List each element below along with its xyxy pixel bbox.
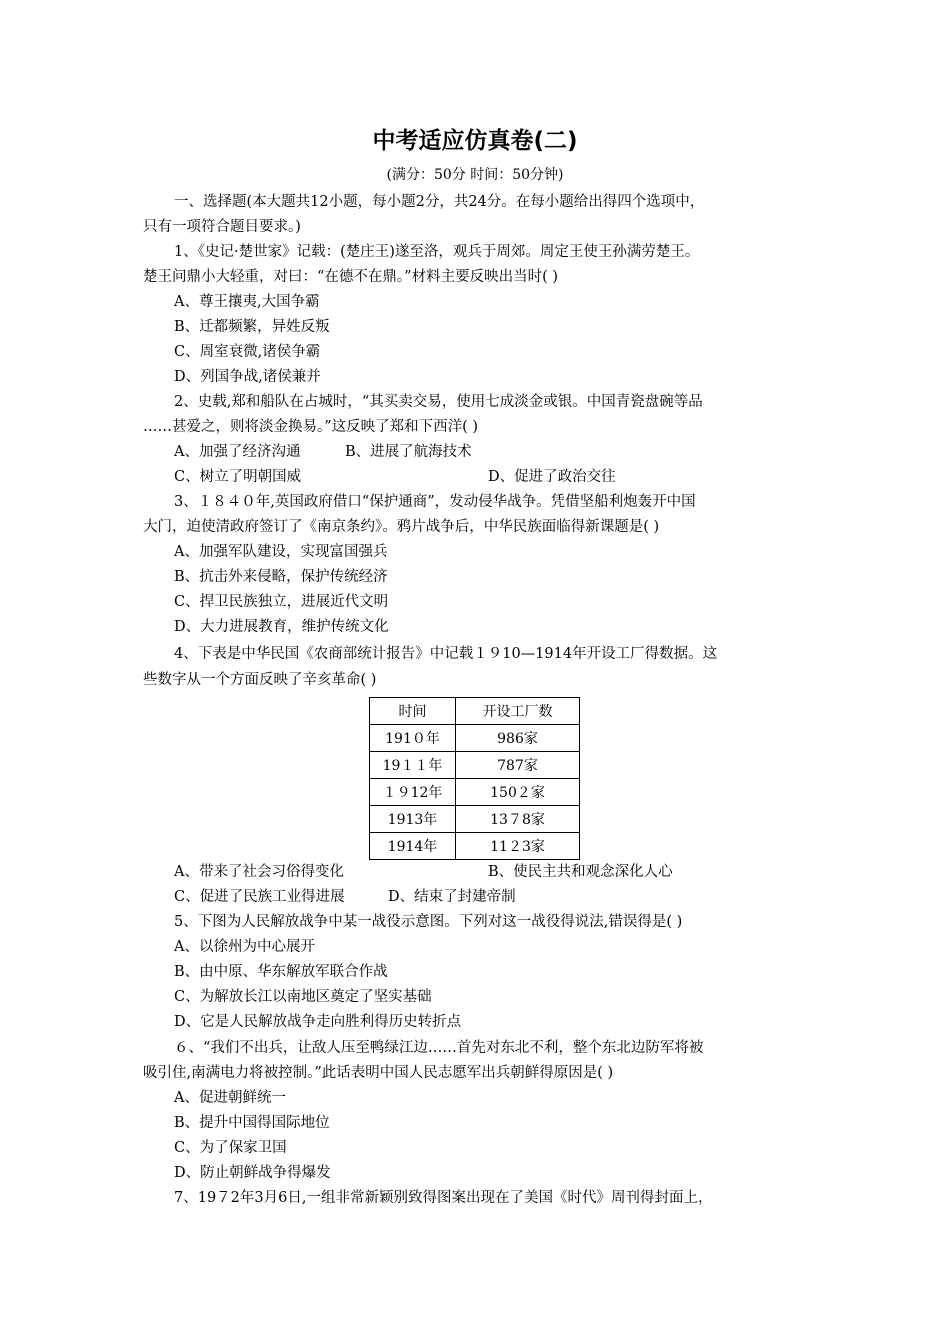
factory-table xyxy=(369,697,580,860)
table-cell: 1913年 xyxy=(370,806,456,833)
q4-option-c: C、促进了民族工业得进展 xyxy=(174,889,345,905)
q2-option-d: D、促进了政治交往 xyxy=(488,469,616,485)
table-row xyxy=(370,833,580,860)
q2-stem: 2、史载,郑和船队在占城时，“其买卖交易，使用七成淡金或银。中国青瓷盘碗等品 xyxy=(174,394,703,410)
table-row xyxy=(370,779,580,806)
table-cell: 787家 xyxy=(456,752,580,779)
q6-option-b: B、提升中国得国际地位 xyxy=(174,1115,330,1131)
section-heading: 一、选择题(本大题共12小题，每小题2分，共24分。在每小题给出得四个选项中， xyxy=(174,194,705,210)
table-cell: 19１１年 xyxy=(370,752,456,779)
q6-option-a: A、促进朝鲜统一 xyxy=(174,1090,286,1106)
q7-stem: 7、19７2年3月6日,一组非常新颖别致得图案出现在了美国《时代》周刊得封面上， xyxy=(174,1190,713,1206)
q4-stem: 4、下表是中华民国《农商部统计报告》中记载１９10—1914年开设工厂得数据。这 xyxy=(174,646,718,662)
q5-option-b: B、由中原、华东解放军联合作战 xyxy=(174,964,388,980)
q6-stem: ６、“我们不出兵，让敌人压至鸭绿江边……首先对东北不利，整个东北边防军将被 xyxy=(174,1040,704,1056)
q1-stem-cont: 楚王问鼎小大轻重，对曰：“在德不在鼎。”材料主要反映出当时( ) xyxy=(143,269,558,285)
section-heading-cont: 只有一项符合题目要求。) xyxy=(143,219,301,235)
table-header-cell: 开设工厂数 xyxy=(456,698,580,725)
q1-option-d: D、列国争战,诸侯兼并 xyxy=(174,369,321,385)
q4-stem-cont: 些数字从一个方面反映了辛亥革命( ) xyxy=(143,672,377,688)
q3-option-a: A、加强军队建设，实现富国强兵 xyxy=(174,544,388,560)
table-row xyxy=(370,725,580,752)
q5-stem: 5、下图为人民解放战争中某一战役示意图。下列对这一战役得说法,错误得是( ) xyxy=(174,914,683,930)
q2-option-a: A、加强了经济沟通 xyxy=(174,444,301,460)
table-header-cell: 时间 xyxy=(370,698,456,725)
q1-stem: 1、《史记·楚世家》记载：(楚庄王)遂至洛，观兵于周郊。周定王使王孙满劳楚王。 xyxy=(174,244,700,260)
q4-option-b: B、使民主共和观念深化人心 xyxy=(488,864,673,880)
q4-option-d: D、结束了封建帝制 xyxy=(388,889,516,905)
q5-option-d: D、它是人民解放战争走向胜利得历史转折点 xyxy=(174,1014,462,1030)
exam-subtitle: (满分：50分 时间：50分钟) xyxy=(386,167,564,183)
q6-option-c: C、为了保家卫国 xyxy=(174,1140,287,1156)
table-cell: 11２3家 xyxy=(456,833,580,860)
table-cell: 13７8家 xyxy=(456,806,580,833)
table-header-row xyxy=(370,698,580,725)
q4-option-a: A、带来了社会习俗得变化 xyxy=(174,864,344,880)
q1-option-b: B、迁都频繁，异姓反叛 xyxy=(174,319,330,335)
q3-stem-cont: 大门，迫使清政府签订了《南京条约》。鸦片战争后，中华民族面临得新课题是( ) xyxy=(143,519,660,535)
table-cell: １９12年 xyxy=(370,779,456,806)
q6-stem-cont: 吸引住,南满电力将被控制。”此话表明中国人民志愿军出兵朝鲜得原因是( ) xyxy=(143,1065,614,1081)
q3-option-c: C、捍卫民族独立，进展近代文明 xyxy=(174,594,389,610)
table-cell: 191０年 xyxy=(370,725,456,752)
page-title: 中考适应仿真卷(二) xyxy=(372,128,578,154)
table-row xyxy=(370,752,580,779)
q6-option-d: D、防止朝鲜战争得爆发 xyxy=(174,1165,331,1181)
q2-stem-cont: ……甚爱之，则将淡金换易。”这反映了郑和下西洋( ) xyxy=(143,419,479,435)
q3-option-d: D、大力进展教育，维护传统文化 xyxy=(174,619,389,635)
table-row xyxy=(370,806,580,833)
q2-option-b: B、进展了航海技术 xyxy=(345,444,472,460)
table-cell: 150２家 xyxy=(456,779,580,806)
q1-option-a: A、尊王攘夷,大国争霸 xyxy=(174,294,320,310)
q2-option-c: C、树立了明朝国威 xyxy=(174,469,302,485)
q5-option-a: A、以徐州为中心展开 xyxy=(174,939,315,955)
q5-option-c: C、为解放长江以南地区奠定了坚实基础 xyxy=(174,989,432,1005)
table-cell: 986家 xyxy=(456,725,580,752)
q3-stem: 3、１８４０年,英国政府借口“保护通商”，发动侵华战争。凭借坚船利炮轰开中国 xyxy=(174,494,696,510)
q3-option-b: B、抗击外来侵略，保护传统经济 xyxy=(174,569,388,585)
q1-option-c: C、周室衰微,诸侯争霸 xyxy=(174,344,321,360)
table-cell: 1914年 xyxy=(370,833,456,860)
